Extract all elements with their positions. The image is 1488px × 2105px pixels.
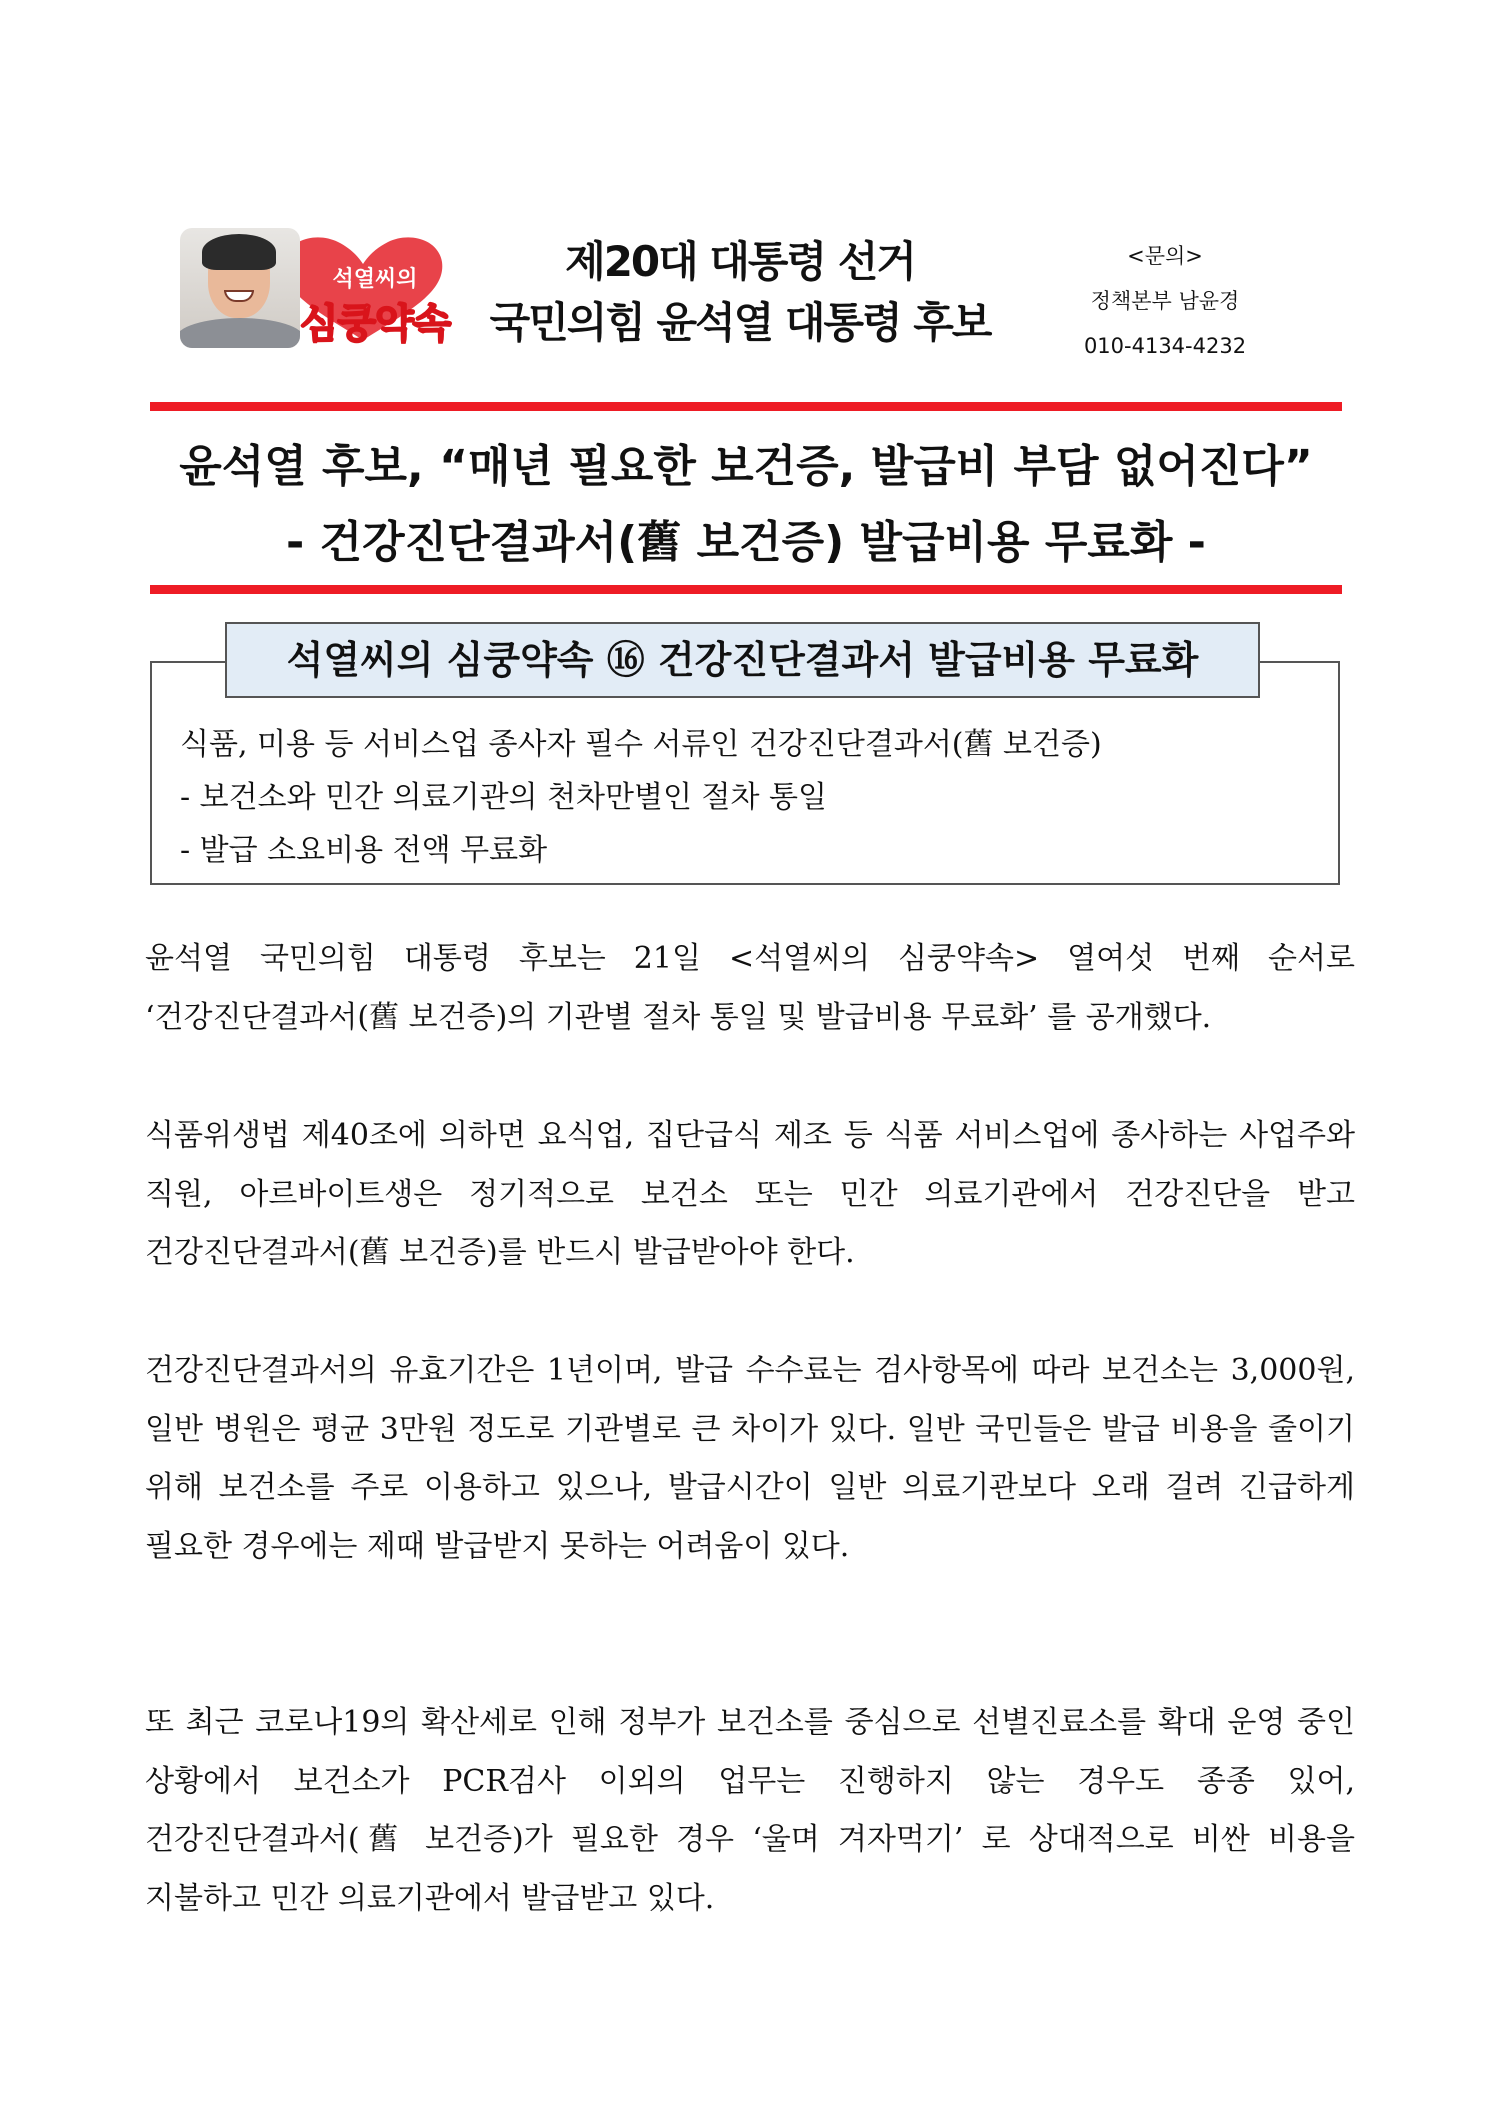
election-line-1: 제20대 대통령 선거 [565,237,915,286]
contact-info [1040,234,1290,369]
title-top-divider [150,402,1342,411]
body-paragraph: 윤석열 국민의힘 대통령 후보는 21일 <석열씨의 심쿵약속> 열여섯 번째 순서로 ‘건강진단결과서(舊 보건증)의 기관별 절차 통일 및 발급비용 무료화’ 를 공개했다. [145,941,1355,1035]
logo-main-text: 심쿵약속 [299,301,451,347]
body-paragraph: 또 최근 코로나19의 확산세로 인해 정부가 보건소를 중심으로 선별진료소를 확대 운영 중인 상황에서 보건소가 PCR검사 이외의 업무는 진행하지 않는 경우도 종종 있어, 건강진단결과서(舊 보건증)가 필요한 경우 ‘울며 겨자먹기’ 로 상대적으로 비싼 비용을 지불하고 민간 의료기관에서 발급받고 있다. [145,1705,1355,1916]
body-paragraph: 건강진단결과서의 유효기간은 1년이며, 발급 수수료는 검사항목에 따라 보건소는 3,000원, 일반 병원은 평균 3만원 정도로 기관별로 큰 차이가 있다. 일반 국민들은 발급 비용을 줄이기 위해 보건소를 주로 이용하고 있으나, 발급시간이 일반 의료기관보다 오래 걸려 긴급하게 필요한 경우에는 제때 발급받지 못하는 어려움이 있다. [145,1353,1355,1564]
contact-label: <문의> [1127,244,1203,268]
campaign-logo [180,228,464,354]
title-bottom-divider [150,585,1342,594]
sub-title: - 건강진단결과서(舊 보건증) 발급비용 무료화 - [286,517,1206,568]
summary-lines [180,718,1102,877]
election-line-2: 국민의힘 윤석열 대통령 후보 [489,298,991,347]
summary-line: - 보건소와 민간 의료기관의 천차만별인 절차 통일 [180,780,827,815]
summary-line: - 발급 소요비용 전액 무료화 [180,833,548,868]
summary-line: 식품, 미용 등 서비스업 종사자 필수 서류인 건강진단결과서(舊 보건증) [180,727,1102,762]
body-paragraph: 식품위생법 제40조에 의하면 요식업, 집단급식 제조 등 식품 서비스업에 종사하는 사업주와 직원, 아르바이트생은 정기적으로 보건소 또는 민간 의료기관에서 건강진단을 받고 건강진단결과서(舊 보건증)를 반드시 발급받아야 한다. [145,1118,1355,1270]
contact-phone: 010-4134-4232 [1083,334,1247,358]
contact-department: 정책본부 남윤경 [1090,289,1240,313]
summary-heading: 석열씨의 심쿵약속 ⑯ 건강진단결과서 발급비용 무료화 [225,622,1260,698]
logo-top-text: 석열씨의 [332,267,418,292]
election-title [480,232,1000,354]
main-title: 윤석열 후보, “매년 필요한 보건증, 발급비 부담 없어진다” [179,441,1313,492]
